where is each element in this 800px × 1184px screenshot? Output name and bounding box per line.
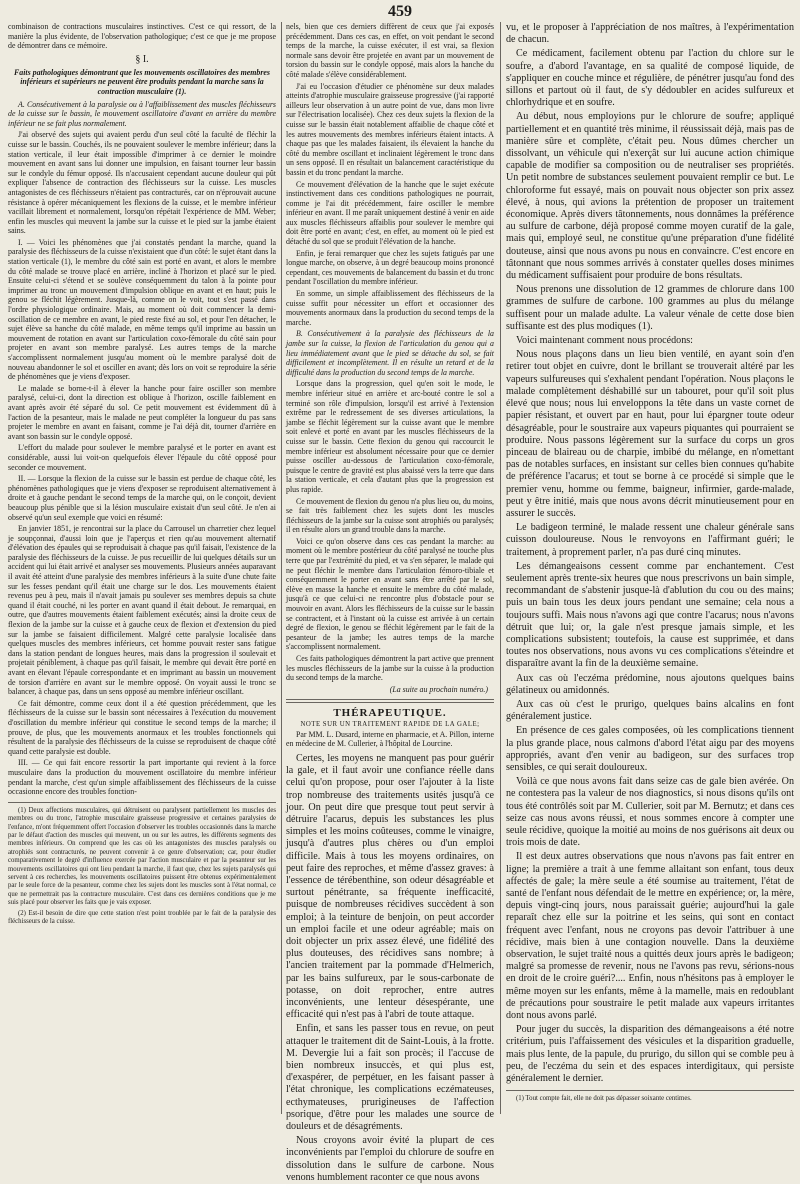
paragraph: Ces faits pathologiques démontrent la part active que prennent les muscles fléchisseurs de la jambe sur la cuisse à la production du second temps de la marche. <box>286 654 494 683</box>
column-rule-right <box>500 22 501 1114</box>
paragraph: Ce médicament, facilement obtenu par l'action du chlore sur le soufre, a d'abord l'avantage, en sa qualité de composé liquide, de s'appliquer en couche mince et régulière, de pénétrer jusqu'au fond des sillons et partout où il faut, de s'y dédoubler en acides sulfureux et chlorhydrique et en soufre. <box>506 48 794 109</box>
paragraph: En somme, un simple affaiblissement des fléchisseurs de la cuisse suffit pour nécessiter un effort et occasionner des mouvements anormaux dans la production du second temps de la marche. <box>286 289 494 327</box>
paragraph: Ce fait démontre, comme ceux dont il a été question précédemment, que les fléchisseurs de la cuisse sur le bassin sont nécessaires à l'exécution du mouvement d'oscillation du membre inférieur qui constitue le second temps de la marche; il prouve, de plus, que les mouvements anormaux et les troubles fonctionnels qui résultent de la paralysie des fléchisseurs de la cuisse se reproduisent de chaque côté quand cette paralysie est double. <box>8 698 276 756</box>
column-middle <box>286 22 494 1183</box>
paragraph: Nous nous plaçons dans un lieu bien ventilé, en ayant soin d'en retirer tout objet en cuivre, dont le brillant se trouverait altéré par les vapeurs sulfureuses qui s'exhalent pendant l'opération. Nous plaçons le malade complètement déshabillé sur un tabouret, pour qu'il soit plus élevé que nous; nous lui enveloppons la tête dans un vaste cornet de papier résistant, et ouvert par en haut, pour lui épargner toute odeur désagréable, pour le soustraire aux vapeurs piquantes qui pourraient se produire. Nous passons légèrement sur la surface du corps un gros pinceau de blaireau ou de charpie, imbibé du mélange, en n'omettant pas de notables surfaces, en insistant sur celles bien connues qu'habite de préférence l'acarus; et tout se borne à ce procédé si simple que le premier venu, homme ou femme, baigneur, infirmier, garde-malade, peut y être initié, mais que nous avons décrit minutieusement pour en assurer le succès. <box>506 349 794 519</box>
footnote: (2) Est-il besoin de dire que cette station n'est point troublée par le fait de la paralysie des fléchisseurs de la cuisse. <box>8 909 276 925</box>
paragraph: Nous croyons avoir évité la plupart de ces inconvénients par l'emploi du chlorure de soufre en dissolution dans le sulfure de carbone. Nous venons humblement raconter ce que nous avons <box>286 1135 494 1183</box>
paragraph: L'effort du malade pour soulever le membre paralysé et le porter en avant est considérable, aussi lui voit-on quelquefois élever l'épaule du côté opposé pour seconder ce mouvement. <box>8 443 276 472</box>
paragraph: Voici ce qu'on observe dans ces cas pendant la marche: au moment où le membre postérieur du côté paralysé ne touche plus terre que par l'extrémité du pied, et va s'en séparer, le malade qui ne peut fléchir le membre dans l'articulation fémoro-tibiale et conséquemment le porter en avant sans être arrêté par le sol, élève en masse la hanche et ensuite le membre du côté malade, jusqu'à ce que celui-ci ne rencontre plus d'obstacle pour se mouvoir en avant. Alors les fléchisseurs de la cuisse sur le bassin se contractent, et à l'instant où la cuisse est arrivée à un certain degré de flexion, le genou se fléchit légèrement par le fait de la pesanteur de la jambe; les autres temps de la marche s'accomplissent normalement. <box>286 536 494 652</box>
subheading-a: A. Consécutivement à la paralysie ou à l'affaiblissement des muscles fléchisseurs de la cuisse sur le bassin, le mouvement oscillatoire d'avant en arrière du membre inférieur ne se fait plus normalement. <box>8 99 276 128</box>
paragraph: Voilà ce que nous avons fait dans seize cas de gale bien avérée. On ne contestera pas la valeur de nos diagnostics, si nous disons qu'ils ont tous été contrôlés soit par M. Cullerier, soit par M. Bernutz; et dans ces seize cas nous avons réussi, et nous sommes encore à compter une seule récidive, quoique la moitié au moins de nos guérisons ait deux ou trois mois de date. <box>506 776 794 849</box>
column-rule-left <box>281 22 282 1114</box>
article-title: NOTE SUR UN TRAITEMENT RAPIDE DE LA GALE; <box>300 720 480 728</box>
footnote-separator <box>8 802 276 803</box>
footnote-separator <box>506 1090 794 1091</box>
paragraph: Aux cas où l'eczéma prédomine, nous ajoutons quelques bains gélatineux ou amidonnés. <box>506 672 794 696</box>
paragraph: Au début, nous employions pur le chlorure de soufre; appliqué partiellement et en quantité très minime, il réussissait déjà, mais pas de manière sûre et complète, c'était peu. Nous dûmes chercher un dissolvant, un véhicule qui n'exerçât sur lui aucune action chimique capable de modifier sa composition ou de neutraliser ses propriétés. Un petit nombre de substances seulement pouvaient remplir ce but. Le chloroforme fut essayé, mais on pouvait nous objecter son prix assez élevé, à nous, qui avions la prétention de proposer un traitement économique. Après divers tâtonnements, nous donnâmes la préférence au sulfure de carbone, déjà proposé comme moyen curatif de la gale, mais qui, employé seul, ne constitue qu'une préparation d'une fidélité douteuse, ainsi que nous avons pu nous en convaincre. C'est encore en tâtonnant que nous sommes arrivés à constater quelles doses minimes du médicament suffisaient pour produire de bons résultats. <box>506 111 794 282</box>
paragraph: Voici maintenant comment nous procédons: <box>516 335 693 347</box>
paragraph: Enfin, je ferai remarquer que chez les sujets fatigués par une longue marche, on observe, à un degré beaucoup moins prononcé cependant, ces mouvements de balancement du bassin et du tronc pendant l'oscillation du membre inférieur. <box>286 248 494 287</box>
section-divider <box>286 699 494 703</box>
paragraph: Certes, les moyens ne manquent pas pour guérir la gale, et il faut avoir une confiance réelle dans celui qu'on propose, pour oser l'ajouter à la liste trop nombreuse des traitements usités jusqu'à ce jour. On peut dire que presque tout peut servir à détruire l'acarus, depuis les substances les plus simples et les moins coûteuses, comme le vinaigre, jusqu'à d'autres plus chères ou d'un emploi difficile. Mais à tous les moyens ordinaires, on peut faire des reproches, et même d'assez graves: à l'essence de térébenthine, son odeur désagréable et surtout pénétrante, sa fréquente inefficacité, puisque de nombreuses récidives succèdent à son emploi; à la teinture de benjoin, on peut accorder un emploi facile et une odeur agréable; mais on doit objecter un prix assez élevé, une fidélité des plus douteuses, des récidives sans nombre; à l'ancien traitement par la pommade d'Helmerich, par les bains sulfureux, par le sous-carbonate de potasse, on doit reprocher, entre autres inconvénients, une lenteur désespérante, une efficacité qui n'est pas à l'abri de toute attaque. <box>286 752 494 1021</box>
therapeutique-heading: THÉRAPEUTIQUE. <box>333 706 447 719</box>
paragraph: Lorsque dans la progression, quel qu'en soit le mode, le membre inférieur situé en arrière et arc-bouté contre le sol a terminé son rôle d'impulsion, lorsqu'il est arrivé à l'extension extrême par le redressement de ses diverses articulations, la jambe se fléchit légèrement sur la cuisse avant que le membre soit enlevé et porté en avant par les muscles fléchisseurs de la cuisse sur le bassin. Cette flexion du genou qui raccourcit le membre inférieur est absolument nécessaire pour que ce dernier puisse osciller au-dessous de l'articulation coxo-fémorale, puisque le centre de gravité est plus abaissé vers la terre que dans la station verticale, et cela d'autant plus que la progression est plus rapide. <box>286 379 494 494</box>
footnote: (1) Tout compte fait, elle ne doit pas dépasser soixante centimes. <box>516 1095 692 1103</box>
paragraph: I. — Voici les phénomènes que j'ai constatés pendant la marche, quand la paralysie des fléchisseurs de la cuisse n'existaient que d'un côté: le sujet étant dans la station verticale (1), le membre du côté sain est porté en avant, et alors le membre du côté malade se trouve placé en arrière, incliné à l'horizon et placé sur le pied. Ensuite celui-ci s'étend et se soulève conséquemment du talon à la pointe pour imprimer au tronc un mouvement d'impulsion oblique en avant et en haut; puis le genou se fléchit légèrement. Jusque-là, comme on le voit, tout s'est passé dans l'ordre physiologique ordinaire. Mais, au moment où doit commencer la demi-oscillation de ce membre en avant, le pied reste fixé au sol, et pour l'en détacher, le sujet élève sa hanche du côté malade, en même temps qu'il imprime au bassin un mouvement de rotation en avant sur l'articulation coxo-fémorale du côté sain pour projeter en avant son membre paralysé. Les autres temps de la marche s'accomplissent normalement jusqu'au moment où le membre paralysé doit de nouveau abandonner le sol et osciller en avant; dès lors on voit se reproduire la série de phénomènes que je viens d'exposer. <box>8 237 276 382</box>
paragraph: Pour juger du succès, la disparition des démangeaisons a été notre critérium, puis l'affaissement des vésicules et la disparition graduelle, mais plus lente, de la papule, du prurigo, du sillon qui se comble peu à peu, de l'eczéma du sein et des espaces interdigitaux, qui persiste généralement le dernier. <box>506 1024 794 1085</box>
section-heading: Faits pathologiques démontrant que les mouvements oscillatoires des membres inférieurs et supérieurs ne peuvent être produits pendant la marche sans la contraction musculaire (1). <box>13 67 271 96</box>
paragraph: Nous prenons une dissolution de 12 grammes de chlorure dans 100 grammes de sulfure de carbone. 100 grammes au plus du mélange suffisent pour un malade adulte. La valeur vénale de cette dose bien suffisante est des plus modiques (1). <box>506 284 794 332</box>
paragraph: nels, bien que ces derniers diffèrent de ceux que j'ai exposés précédemment. Dans ces cas, en effet, on voit pendant le second temps de la marche, la cuisse exécuter, il est vrai, sa flexion normale sans devoir être projetée en avant par un mouvement de torsion du bassin sur le condyle opposé, mais alors la hanche du côté malade s'élève considérablement. <box>286 22 494 79</box>
paragraph: Le badigeon terminé, le malade ressent une chaleur générale sans cuisson douloureuse. Nous le renvoyons en l'affirmant guéri; le traitement, à proprement parler, n'a pas duré cinq minutes. <box>506 522 794 558</box>
paragraph: vu, et le proposer à l'appréciation de nos maîtres, à l'expérimentation de chacun. <box>506 22 794 46</box>
paragraph: En janvier 1851, je rencontrai sur la place du Carrousel un charretier chez lequel je soupçonnai, d'aussi loin que je l'aperçus et rien qu'au mouvement alternatif d'élévation des épaules qui se reproduisait à chaque pas qu'il faisait, l'existence de la paralysie des fléchisseurs de la cuisse. Je pus recueillir de lui quelques détails sur un accident qui lui était arrivé et analyser ses mouvements. Plusieurs années auparavant il avait été atteint d'une paralysie des membres inférieurs à la suite d'une chute faite sur les fesses pendant qu'il était une charge sur le dos. Les mouvements étaient revenus peu à peu, mais il n'avait jamais pu soulever ses membres depuis sa chute quand il était couché, ni les porter en avant quand il était debout. Je remarquai, en outre, que d'autres mouvements étaient faiblement exécutés; ainsi la droite ceux de flexion de la jambe sur la cuisse et à gauche ceux de flexion et d'extension du pied sur la jambe se faisaient difficilement. Malgré cette paralysie localisée dans quelques muscles des membres inférieurs, cet homme pouvait rester sans fatigue dans la station pendant de longues heures, mais dans la progression il soulevait et projetait péniblement, à chaque pas qu'il faisait, le membre qui devait être porté en avant en élevant l'épaule correspondante et en imprimant au bassin un mouvement de torsion d'arrière en avant sur le membre opposé. On voyait aussi le tronc se balancer, à chaque pas, dans un sens opposé au membre inférieur oscillant. <box>8 524 276 697</box>
paragraph: Aux cas où c'est le prurigo, quelques bains alcalins en font généralement justice. <box>506 698 794 723</box>
article-body <box>286 753 494 1184</box>
paragraph: Ce mouvement d'élévation de la hanche que le sujet exécute instinctivement dans ces conditions pathologiques ne pourrait, comme je l'ai dit précédemment, faire osciller le membre inférieur en avant. Il me paraît uniquement destiné à venir en aide aux muscles fléchisseurs affaiblis pour soulever le membre qui doit être porté en avant; c'est, en effet, au moment où le pied est détaché du sol que se produit l'élévation de la hanche. <box>286 179 494 247</box>
paragraph: III. — Ce qui fait encore ressortir la part importante qui revient à la force musculaire dans la production du mouvement oscillatoire du membre inférieur pendant la marche, c'est qu'un simple affaiblissement des fléchisseurs de la cuisse occasionne encore des troubles fonction- <box>8 758 276 797</box>
continued-note: (La suite au prochain numéro.) <box>389 684 488 694</box>
intro-paragraph: combinaison de contractions musculaires instinctives. C'est ce qui ressort, de la manière la plus évidente, de l'observation pathologique; c'est ce que je me propose de démontrer dans ce mémoire. <box>8 22 276 51</box>
article-byline: Par MM. L. Dusard, interne en pharmacie, et A. Pillon, interne en médecine de M. Cullerier, à l'hôpital de Lourcine. <box>286 729 494 749</box>
paragraph: II. — Lorsque la flexion de la cuisse sur le bassin est perdue de chaque côté, les phénomènes pathologiques que je viens d'exposer se reproduisent alternativement à droite et à gauche pendant le second temps de la marche qui, on le conçoit, devient beaucoup plus pénible que si la lésion musculaire existait d'un seul côté. Je n'en ai observé qu'un seul exemple que voici en résumé: <box>8 474 276 522</box>
paragraph: Ce mouvement de flexion du genou n'a plus lieu ou, du moins, se fait très faiblement chez les sujets dont les muscles fléchisseurs de la jambe sur la cuisse sont atrophiés ou paralysés; il en résulte alors un grand trouble dans la marche. <box>286 496 494 535</box>
column-right <box>506 22 794 1114</box>
paragraph: Le malade se borne-t-il à élever la hanche pour faire osciller son membre paralysé, celui-ci, dont la direction est oblique à l'horizon, oscille faiblement en avant après avoir été séparé du sol. Ce petit mouvement est évidemment dû à l'action de la pesanteur, mais le malade ne peut compléter la longueur du pas sans projeter le membre en avant en faisant, comme je l'ai déjà dit, tourner d'arrière en avant son bassin sur le condyle opposé. <box>8 383 276 441</box>
footnote: (1) Deux affections musculaires, qui détruisent ou paralysent partiellement les muscles des membres ou du tronc, l'atrophie musculaire graisseuse progressive et certaines paralysies de l'enfance, m'ont fréquemment offert l'occasion d'observer les troubles occasionnés dans la marche par le défaut d'action des muscles qui meuvent, un ou sur les autres, les différents segments des membres inférieurs. On comprend que les cas où les antagonistes des muscles paralysés ou atrophiés sont contracturés, ne peuvent convenir à ce genre d'observation; car, pour étudier comparativement le degré d'influence exercée par l'action musculaire et par la pesanteur sur les mouvements oscillatoires qui ont lieu pendant la marche, il faut que, chez les sujets paralysés qui servent à ces recherches, les mouvements oscillatoires puissent être obtenus expérimentalement par le seule force de la pesanteur, comme chez les sujets dont les muscles sont à l'état normal, ce que ne permettrait pas la contracture musculaire. C'est dans ces dernières conditions que je me suis placé pour observer les faits que je vais exposer. <box>8 806 276 907</box>
paragraph: Les démangeaisons cessent comme par enchantement. C'est seulement après trente-six heures que nous prescrivons un bain simple, recommandant de s'abstenir jusque-là d'ablution du cou ou des mains; puis un bain tous les deux jours pendant une semaine; cela nous a toujours suffi. Mais nous n'avons agi que contre l'acarus; nous n'avons détruit que lui; or, la gale n'est presque jamais simple, et les complications subsistent; toutefois, la cause est supprimée, et dans toutes nos observations, nous avons vu ces complications s'éteindre et disparaître avant la fin de la deuxième semaine. <box>506 560 794 670</box>
paragraph: Il est deux autres observations que nous n'avons pas fait entrer en ligne; la première a trait à une femme allaitant son enfant, tous deux affectés de gale; la mère seule a été soumise au traitement, l'état de santé de l'enfant nous défendait de le mettre en expérience; or, la mère, depuis vingt-cinq jours, nous paraissait guérie; aujourd'hui la gale reparaît chez elle sur la poitrine et les seins, qui sont en contact fréquent avec l'enfant, nous ne croyons pas devoir l'attribuer à une récidive, mais bien à une contagion nouvelle. Dans la deuxième observation, le sujet traité nous a quittés deux jours après le badigeon; malgré sa promesse de revenir, nous ne l'avons pas revu, sérions-nous en droit de le croire guéri?.... Enfin, nous n'hésitons pas à employer le même moyen sur les enfants, même à la mamelle, mais en redoublant de précautions pour soustraire le petit malade aux vapeurs irritantes dont nous avons parlé. <box>506 851 794 1022</box>
paragraph: J'ai observé des sujets qui avaient perdu d'un seul côté la faculté de fléchir la cuisse sur le bassin. Couchés, ils ne pouvaient soulever le membre inférieur; dans la station verticale, il leur était impossible d'imprimer à ce dernier le moindre mouvement en avant sans lui donner une impulsion, en faisant tourner leur bassin sur le condyle du fémur opposé. Ils n'accusaient cependant aucune douleur qui pût expliquer l'absence de contraction des fléchisseurs sur la cuisse. Les muscles antagonistes de ces fléchisseurs n'étaient pas contracturés, car on n'éprouvait aucune résistance à opérer mécaniquement les flexions de la cuisse, et le membre inférieur vacillait librement et normalement, lorsqu'on répétait l'expérience de MM. Weber; enfin les muscles qui meuvent la jambe sur la cuisse et le pied sur la jambe étaient sains. <box>8 130 276 236</box>
paragraph: Enfin, et sans les passer tous en revue, on peut attaquer le traitement dit de Saint-Louis, à la frotte. M. Devergie lui a fait son procès; il l'accuse de bien nombreux insuccès, et qui plus est, d'exaspérer, de perpétuer, en les faisant passer à l'état chronique, les complications eczémateuses, ecthymateuses, prurigineuses de l'affection psorique, d'être pour les malades une source de douleurs et de désagréments. <box>286 1023 494 1133</box>
paragraph: J'ai eu l'occasion d'étudier ce phénomène sur deux malades atteints d'atrophie musculaire graisseuse progressive (j'ai rapporté ailleurs leur observation à un autre point de vue, dans mon livre sur l'électrisation localisée). Chez ces deux sujets la flexion de la cuisse sur le bassin était notablement affaiblie de chaque côté et les autres mouvements des membres inférieurs étaient intacts. A chaque pas que les malades faisaient, ils élevaient la hanche du côté du membre oscillant et inclinaient légèrement le tronc dans un sens opposé. Il en résultait un balancement caractéristique du bassin et du tronc pendant la marche. <box>286 81 494 177</box>
subheading-b: B. Consécutivement à la paralysie des fléchisseurs de la jambe sur la cuisse, la flexion de l'articulation du genou qui a lieu immédiatement avant que le pied se détache du sol, se fait difficilement et incomplètement. Il en résulte un retard et de la difficulté dans la production du second temps de la marche. <box>286 329 494 377</box>
column-left <box>8 22 276 1114</box>
page-number: 459 <box>388 3 412 20</box>
paragraph: En présence de ces gales composées, où les complications tiennent la plus grande place, nous calmons d'abord l'état aigu par des moyens appropriés, avant d'en venir au badigeon, sur des surfaces trop sensibles, ce qui serait douloureux. <box>506 725 794 773</box>
section-marker: § I. <box>135 53 149 65</box>
